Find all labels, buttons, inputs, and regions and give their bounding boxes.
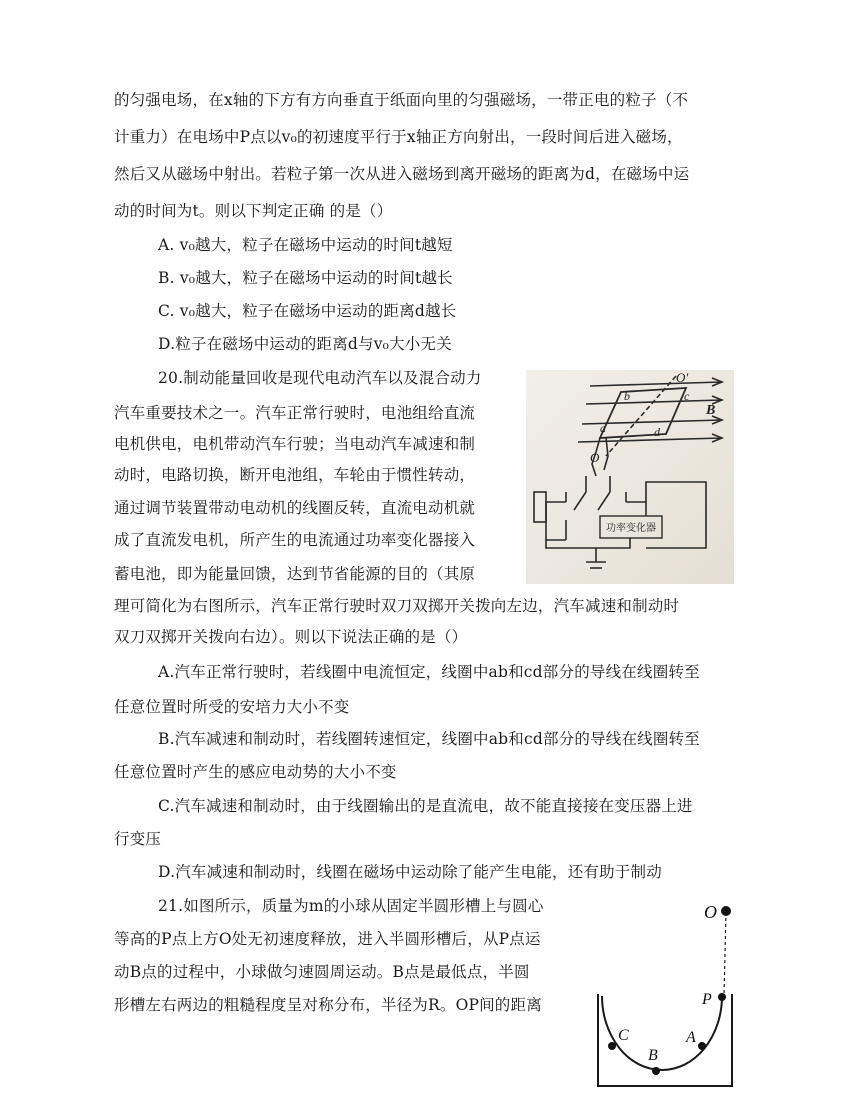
q20-option-c-cont: 行变压: [114, 830, 162, 848]
q20-text-line: 汽车重要技术之一。汽车正常行驶时，电池组给直流: [114, 404, 476, 422]
motor-circuit-figure: [526, 370, 734, 584]
option-b: B. v₀越大，粒子在磁场中运动的时间t越长: [158, 269, 453, 287]
q20-text-line: 理可简化为右图所示，汽车正常行驶时双刀双掷开关拨向左边，汽车减速和制动时: [114, 597, 680, 615]
label-d: d: [654, 425, 660, 439]
q20-option-b-cont: 任意位置时产生的感应电动势的大小不变: [114, 763, 397, 781]
question-text-line: 然后又从磁场中射出。若粒子第一次从进入磁场到离开磁场的距离为d，在磁场中运: [114, 165, 690, 183]
q20-option-d: D.汽车减速和制动时，线圈在磁场中运动除了能产生电能，还有助于制动: [158, 863, 662, 881]
label-field-b: B: [706, 403, 716, 418]
point-a: [698, 1042, 706, 1050]
point-p: [718, 993, 726, 1001]
q20-text-line: 蓄电池，即为能量回馈，达到节省能源的目的（其原: [114, 565, 476, 583]
point-c: [608, 1042, 616, 1050]
q21-text-line: 21.如图所示，质量为m的小球从固定半圆形槽上与圆心: [158, 897, 544, 915]
q20-option-b: B.汽车减速和制动时，若线圈转速恒定，线圈中ab和cd部分的导线在线圈转至: [158, 730, 700, 748]
q20-option-c: C.汽车减速和制动时，由于线圈输出的是直流电，故不能直接接在变压器上进: [158, 797, 693, 815]
point-o-ball: [721, 906, 731, 916]
q20-text-line: 双刀双掷开关拨向右边）。则以下说法正确的是（）: [114, 628, 468, 646]
question-text-line: 计重力）在电场中P点以v₀的初速度平行于x轴正方向射出，一段时间后进入磁场，: [114, 128, 683, 146]
label-o: O: [590, 450, 600, 465]
label-a: a: [600, 421, 606, 435]
q20-text-line: 成了直流发电机，所产生的电流通过功率变化器接入: [114, 531, 476, 549]
label-b: b: [624, 389, 630, 403]
question-text-line: 的匀强电场，在x轴的下方有方向垂直于纸面向里的匀强磁场，一带正电的粒子（不: [114, 91, 689, 109]
option-c: C. v₀越大，粒子在磁场中运动的距离d越长: [158, 302, 457, 320]
label-c: c: [684, 389, 690, 403]
point-b: [652, 1067, 660, 1075]
option-a: A. v₀越大，粒子在磁场中运动的时间t越短: [158, 236, 453, 254]
power-device-label: 功率变化器: [606, 523, 656, 534]
label-p: P: [702, 991, 712, 1008]
q20-text-line: 20.制动能量回收是现代电动汽车以及混合动力: [158, 369, 482, 387]
label-o: O: [704, 902, 717, 922]
option-d: D.粒子在磁场中运动的距离d与v₀大小无关: [158, 335, 452, 353]
q21-text-line: 形槽左右两边的粗糙程度呈对称分布，半径为R。OP间的距离: [114, 996, 542, 1014]
label-a: A: [686, 1029, 696, 1046]
q20-option-a: A.汽车正常行驶时，若线圈中电流恒定，线圈中ab和cd部分的导线在线圈转至: [158, 663, 700, 681]
q21-text-line: 动B点的过程中，小球做匀速圆周运动。B点是最低点，半圆: [114, 963, 530, 981]
q20-text-line: 动时，电路切换，断开电池组，车轮由于惯性转动，: [114, 466, 476, 484]
label-b: B: [648, 1047, 658, 1064]
question-text-line: 动的时间为t。则以下判定正确 的是（）: [114, 202, 393, 220]
q20-text-line: 通过调节装置带动电动机的线圈反转，直流电动机就: [114, 499, 476, 517]
semicircle-groove-figure: [584, 896, 740, 1102]
q20-text-line: 电机供电，电机带动汽车行驶；当电动汽车减速和制: [114, 435, 476, 453]
q21-text-line: 等高的P点上方O处无初速度释放，进入半圆形槽后，从P点运: [114, 930, 541, 948]
label-c: C: [618, 1027, 629, 1044]
label-o-prime: O': [676, 370, 689, 385]
q20-option-a-cont: 任意位置时所受的安培力大小不变: [114, 698, 350, 716]
